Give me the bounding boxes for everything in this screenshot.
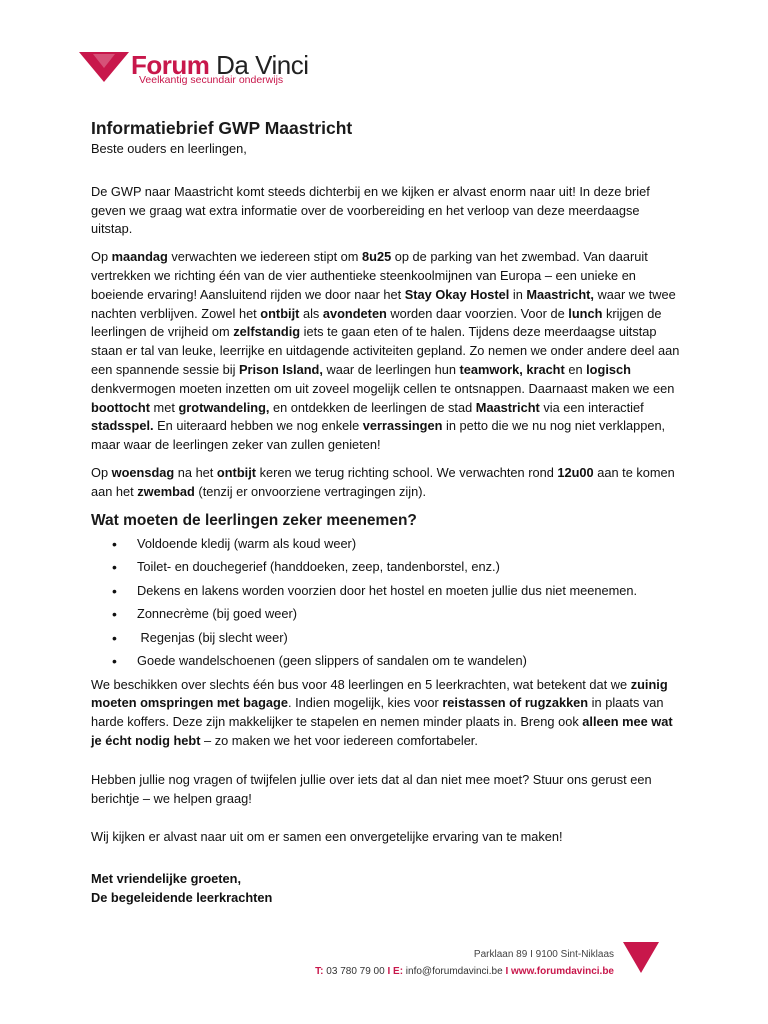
list-item: • Regenjas (bij slecht weer)	[91, 629, 683, 647]
greeting: Beste ouders en leerlingen,	[91, 141, 247, 156]
school-logo	[79, 50, 339, 90]
emphasis: zelfstandig	[233, 324, 301, 340]
email-label: E:	[390, 966, 404, 977]
packing-heading: Wat moeten de leerlingen zeker meenemen?	[91, 511, 417, 529]
wednesday-paragraph: Op woensdag na het ontbijt keren we terug richting school. We verwachten rond 12u00 aan te komen aan het zwembad (tenzij er onvoorziene vertragingen zijn).	[91, 464, 675, 499]
emphasis: 12u00	[557, 464, 594, 480]
footer-website[interactable]: www.forumdavinci.be	[508, 966, 614, 977]
logo-triangle-icon	[79, 52, 129, 84]
list-item: • Toilet- en douchegerief (handdoeken, zeep, tandenborstel, enz.)	[91, 558, 683, 576]
emphasis: alleen mee wat je écht nodig hebt	[91, 714, 673, 748]
emphasis: boottocht	[91, 399, 150, 415]
list-item: • Goede wandelschoenen (geen slippers of sandalen om te wandelen)	[91, 652, 683, 670]
emphasis: verrassingen	[362, 418, 443, 434]
monday-paragraph: Op maandag verwachten we iedereen stipt om 8u25 op de parking van het zwembad. Van daaruit vertrekken we richting één van de vier authentieke steenkoolmijnen van Europa – een unieke en boeiende ervaring! Aansluitend rijden we door naar het Stay Okay Hostel in Maastricht, waar we twee nachten verblijven. Zowel het ontbijt als avondeten worden daar voorzien. Voor de lunch krijgen de leerlingen de vrijheid om zelfstandig iets te gaan eten of te halen. Tijdens deze meerdaagse uitstap staan er tal van leuke, leerrijke en uitdagende activiteiten gepland. Zo nemen we onder andere deel aan een spannende sessie bij Prison Island, waar de leerlingen hun teamwork, kracht en logisch denkvermogen moeten inzetten om uit zoveel mogelijk cellen te ontsnappen. Daarnaast maken we een boottocht met grotwandeling, en ontdekken de leerlingen de stad Maastricht via een interactief stadsspel. En uiteraard hebben we nog enkele verrassingen in petto die we nu nog niet verklappen, maar waar de leerlingen zeker van zullen genieten!	[91, 249, 680, 453]
footer-address: Parklaan 89 I 9100 Sint-Niklaas	[473, 949, 614, 960]
tel-label: T:	[315, 966, 324, 977]
logo-forum: Forum	[131, 50, 210, 80]
emphasis: avondeten	[322, 305, 387, 321]
signature-greeting: Met vriendelijke groeten,	[91, 871, 242, 887]
emphasis: Maastricht	[475, 399, 540, 415]
emphasis: stadsspel.	[91, 418, 154, 434]
letter-title: Informatiebrief GWP Maastricht	[91, 118, 353, 138]
intro-paragraph: De GWP naar Maastricht komt steeds dichterbij en we kijken er alvast enorm naar uit! In deze brief geven we graag wat extra informatie over de voorbereiding en het verloop van deze meerdaagse uitstap.	[91, 183, 650, 237]
bus-paragraph: We beschikken over slechts één bus voor 48 leerlingen en 5 leerkrachten, wat betekent dat we zuinig moeten omspringen met bagage. Indien mogelijk, kies voor reistassen of rugzakken in plaats van harde koffers. Deze zijn makkelijker te stapelen en nemen minder plaats in. Breng ook alleen mee wat je écht nodig hebt – zo maken we het voor iedereen comfortabeler.	[91, 676, 673, 748]
emphasis: Prison Island,	[238, 361, 323, 377]
logo-tagline: Veelkantig secundair onderwijs	[139, 74, 284, 86]
questions-paragraph: Hebben jullie nog vragen of twijfelen jullie over iets dat al dan niet mee moet? Stuur ons gerust een berichtje – we helpen graag!	[91, 771, 652, 806]
signature	[91, 869, 683, 907]
emphasis: 8u25	[362, 249, 392, 265]
list-item: • Zonnecrème (bij goed weer)	[91, 605, 683, 623]
footer-contact-line	[315, 963, 614, 980]
emphasis: Stay Okay Hostel	[404, 286, 510, 302]
emphasis: zuinig moeten omspringen met bagage	[91, 676, 668, 711]
footer-email[interactable]: info@forumdavinci.be	[403, 966, 506, 977]
emphasis: reistassen of rugzakken	[442, 695, 589, 711]
emphasis: logisch	[586, 361, 631, 377]
footer-phone: 03 780 79 00	[323, 966, 388, 977]
letter-body	[91, 116, 683, 907]
list-item: • Dekens en lakens worden voorzien door het hostel en moeten jullie dus niet meenemen.	[91, 582, 683, 600]
packing-list	[91, 535, 683, 671]
footer-contact	[315, 946, 614, 980]
emphasis: grotwandeling,	[178, 399, 270, 415]
emphasis: maandag	[111, 249, 168, 265]
closing-line: Wij kijken er alvast naar uit om er samen een onvergetelijke ervaring van te maken!	[91, 829, 563, 845]
emphasis: Maastricht,	[526, 286, 594, 302]
footer-triangle-icon	[623, 942, 659, 974]
emphasis: ontbijt	[216, 464, 257, 480]
emphasis: zwembad	[137, 483, 195, 499]
emphasis: ontbijt	[260, 305, 300, 321]
separator: I	[387, 966, 391, 977]
separator: I	[505, 966, 509, 977]
emphasis: woensdag	[111, 464, 175, 480]
emphasis: lunch	[568, 305, 603, 321]
logo-davinci: Da Vinci	[216, 50, 309, 80]
list-item: • Voldoende kledij (warm als koud weer)	[91, 535, 683, 553]
emphasis: teamwork, kracht	[459, 361, 565, 377]
signature-name: De begeleidende leerkrachten	[91, 890, 273, 906]
